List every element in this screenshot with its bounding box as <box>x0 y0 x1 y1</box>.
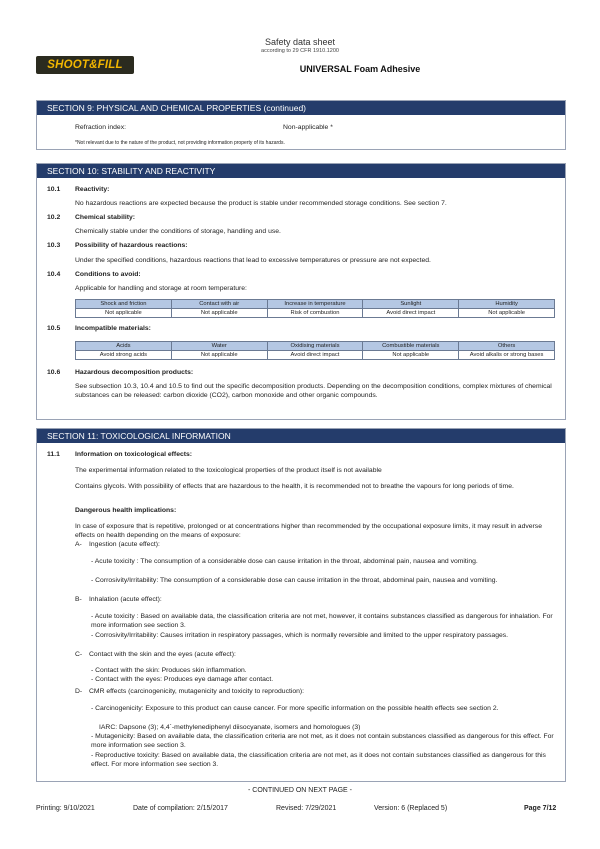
effect-line: - Mutagenicity: Based on available data, the classification criteria are not met, as it does not contain substances classified as dangerous for this effect. For more information see section 3. <box>91 733 554 749</box>
printing-date: Printing: 9/10/2021 <box>36 805 95 812</box>
table-header-cell: Oxidising materials <box>267 342 363 351</box>
item-number: 10.4 <box>47 271 61 278</box>
inhalation-title: Inhalation (acute effect): <box>89 596 162 603</box>
table-cell: Avoid direct impact <box>267 351 363 360</box>
section-10 <box>36 163 566 420</box>
effect-line: - Corrosivity/Irritability: Causes irritation in respiratory passages, which is normally reversible and limited to the upper respiratory passages. <box>91 632 509 639</box>
list-marker: A- <box>75 541 82 548</box>
section-10-title: SECTION 10: STABILITY AND REACTIVITY <box>37 164 565 178</box>
table-header-cell: Contact with air <box>171 300 267 309</box>
item-number: 10.5 <box>47 325 61 332</box>
materials-table <box>75 341 555 360</box>
item-number: 10.6 <box>47 369 61 376</box>
table-header-cell: Combustible materials <box>363 342 459 351</box>
revised-date: Revised: 7/29/2021 <box>276 805 337 812</box>
section-11-title: SECTION 11: TOXICOLOGICAL INFORMATION <box>37 429 565 443</box>
table-header-cell: Water <box>171 342 267 351</box>
table-cell: Risk of combustion <box>267 309 363 318</box>
toxicological-effects-heading: Information on toxicological effects: <box>75 451 193 458</box>
product-name: UNIVERSAL Foam Adhesive <box>299 64 421 74</box>
list-marker: C- <box>75 651 83 658</box>
skin-eyes-title: Contact with the skin and the eyes (acute effect): <box>89 651 236 658</box>
chemical-stability-text: Chemically stable under the conditions of storage, handling and use. <box>75 228 281 235</box>
table-cell: Not applicable <box>76 309 172 318</box>
compilation-date: Date of compilation: 2/15/2017 <box>133 805 228 812</box>
table-cell: Not applicable <box>171 351 267 360</box>
dangerous-health-heading: Dangerous health implications: <box>75 507 177 514</box>
iarc-line: IARC: Dapsone (3); 4,4´-methylenediphenyl diisocyanate, isomers and homologues (3) <box>99 724 361 731</box>
effect-line: - Contact with the eyes: Produces eye damage after contact. <box>91 676 274 683</box>
table-cell: Avoid direct impact <box>363 309 459 318</box>
list-marker: D- <box>75 688 83 695</box>
conditions-table <box>75 299 555 318</box>
table-cell: Not applicable <box>171 309 267 318</box>
conditions-to-avoid-heading: Conditions to avoid: <box>75 271 141 278</box>
ingestion-title: Ingestion (acute effect): <box>89 541 160 548</box>
section-9 <box>36 100 566 150</box>
effect-line: - Reproductive toxicity: Based on available data, the classification criteria are not met, as it does not contain substances classified as dangerous for this effect. For more information see section 3. <box>91 752 546 768</box>
reactivity-heading: Reactivity: <box>75 186 110 193</box>
effect-line: - Contact with the skin: Produces skin inflammation. <box>91 667 247 674</box>
refraction-label: Refraction index: <box>75 124 127 131</box>
item-number: 11.1 <box>47 451 60 458</box>
section-11 <box>36 428 566 782</box>
list-marker: B- <box>75 596 82 603</box>
version-info: Version: 6 (Replaced 5) <box>374 805 448 812</box>
table-cell: Avoid strong acids <box>76 351 172 360</box>
refraction-value: Non-applicable * <box>283 124 333 131</box>
table-cell: Avoid alkalis or strong bases <box>459 351 555 360</box>
section-9-note: *Not relevant due to the nature of the product, not providing information property of its hazards. <box>75 140 285 146</box>
item-number: 10.1 <box>47 186 61 193</box>
effect-line: - Acute toxicity : The consumption of a considerable dose can cause irritation in the throat, abdominal pain, nausea and vomiting. <box>91 558 478 565</box>
company-logo: SHOOT&FILL <box>36 56 134 74</box>
decomposition-products-heading: Hazardous decomposition products: <box>75 369 194 376</box>
table-header-cell: Shock and friction <box>76 300 172 309</box>
continued-notice: - CONTINUED ON NEXT PAGE - <box>248 787 352 794</box>
table-header-cell: Others <box>459 342 555 351</box>
item-number: 10.2 <box>47 214 61 221</box>
table-header-cell: Acids <box>76 342 172 351</box>
cmr-effects-title: CMR effects (carcinogenicity, mutagenicity and toxicity to reproduction): <box>89 688 305 695</box>
reactivity-text: No hazardous reactions are expected because the product is stable under recommended storage conditions. See section 7. <box>75 200 447 207</box>
conditions-to-avoid-text: Applicable for handling and storage at room temperature: <box>75 285 247 292</box>
effect-line: - Corrosivity/Irritability: The consumption of a considerable dose can cause irritation in the throat, abdominal pain, nausea and vomiting. <box>91 577 498 584</box>
effect-line: - Acute toxicity : Based on available data, the classification criteria are not met, however, it contains substances classified as dangerous for inhalation. For more information see section 3. <box>91 613 553 629</box>
item-number: 10.3 <box>47 242 61 249</box>
table-cell: Not applicable <box>363 351 459 360</box>
table-header-cell: Increase in temperature <box>267 300 363 309</box>
hazardous-reactions-heading: Possibility of hazardous reactions: <box>75 242 188 249</box>
document-title: Safety data sheet <box>264 37 336 47</box>
table-header-cell: Sunlight <box>363 300 459 309</box>
toxicology-paragraph: Contains glycols. With possibility of effects that are hazardous to the health, it is recommended not to breathe the vapours for long periods of time. <box>75 483 514 490</box>
table-header-cell: Humidity <box>459 300 555 309</box>
hazardous-reactions-text: Under the specified conditions, hazardous reactions that lead to excessive temperatures or pressure are not expected. <box>75 257 431 264</box>
toxicology-paragraph: The experimental information related to the toxicological properties of the product itself is not available <box>75 467 382 474</box>
document-header <box>0 0 600 90</box>
chemical-stability-heading: Chemical stability: <box>75 214 136 221</box>
page-number: Page 7/12 <box>524 805 557 812</box>
exposure-paragraph: In case of exposure that is repetitive, prolonged or at concentrations higher than recommended by the occupational exposure limits, it may result in adverse effects on health depending on the means of exposure: <box>75 523 542 539</box>
decomposition-products-text: See subsection 10.3, 10.4 and 10.5 to find out the specific decomposition products. Depending on the decomposition conditions, complex mixtures of chemical substances can be released: carbon dioxide (CO2), carbon monoxide and other organic compounds. <box>75 383 552 399</box>
effect-line: - Carcinogenicity: Exposure to this product can cause cancer. For more specific information on the possible health effects see section 2. <box>91 705 499 712</box>
table-cell: Not applicable <box>459 309 555 318</box>
regulation-reference: according to 29 CFR 1910.1200 <box>261 48 339 54</box>
incompatible-materials-heading: Incompatible materials: <box>75 325 151 332</box>
section-9-title: SECTION 9: PHYSICAL AND CHEMICAL PROPERTIES (continued) <box>37 101 565 115</box>
